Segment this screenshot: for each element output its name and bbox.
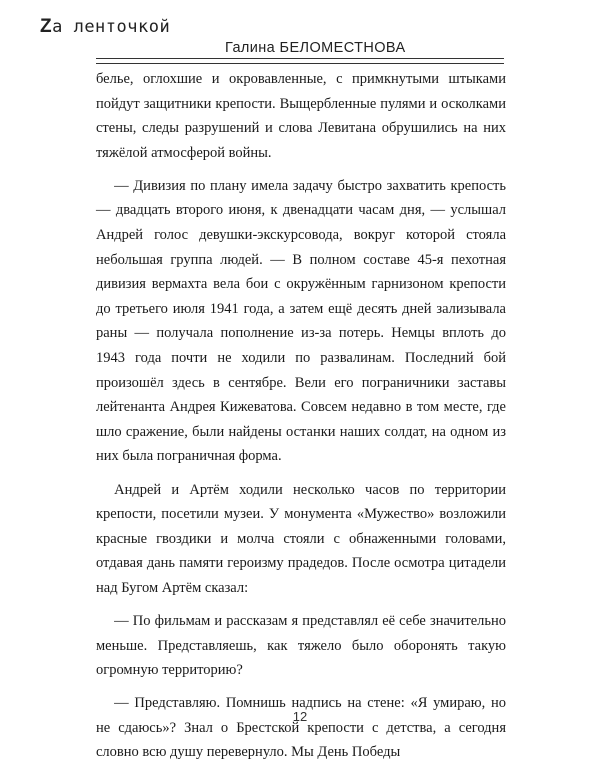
body-text (96, 67, 506, 765)
paragraph: Андрей и Артём ходили несколько часов по территории крепости, посетили музеи. У монумента «Мужество» возложили красные гвоздики и молча стояли с обнаженными головами, отдавая дань памяти героизму прадедов. После осмотра цитадели над Бугом Артём сказал: (96, 481, 506, 596)
paragraph: белье, оглохшие и окровавленные, с примкнутыми штыками пойдут защитники крепости. Выщербленные пулями и осколками стены, следы разрушений и слова Левитана обрушились на них тяжёлой атмосферой войны. (96, 71, 506, 161)
header-rule-secondary (96, 63, 504, 64)
series-title-initial: Z (40, 16, 53, 37)
header-rule (96, 58, 504, 59)
series-title (40, 16, 170, 38)
page-number: 12 (292, 709, 308, 724)
paragraph: — По фильмам и рассказам я представлял её себе значительно меньше. Представляешь, как тяжело было оборонять такую огромную территорию? (96, 612, 506, 679)
paragraph: — Дивизия по плану имела задачу быстро захватить крепость — двадцать второго июня, к двенадцати часам дня, — услышал Андрей голос девушки-экскурсовода, вокруг которой стояла небольшая группа людей. — В полном составе 45-я пехотная дивизия вермахта вела бои с окружённым гарнизоном крепости до третьего июля 1941 года, а затем ещё десять дней зализывала раны — получала пополнение из-за потерь. Немцы вплоть до 1943 года почти не ходили по развалинам. Последний бой произошёл здесь в сентябре. Вели его пограничники заставы лейтенанта Андрея Кижеватова. Совсем недавно в том месте, где шло сражение, были найдены останки наших солдат, на одном из них была пограничная форма. (96, 177, 506, 465)
author-name: Галина БЕЛОМЕСТНОВА (225, 40, 406, 56)
series-title-rest: а ленточкой (52, 17, 171, 37)
paragraph: — Представляю. Помнишь надпись на стене: «Я умираю, но не сдаюсь»? Знал о Брестской крепости с детства, а сегодня словно всю душу перевернуло. Мы День Победы (96, 695, 506, 761)
